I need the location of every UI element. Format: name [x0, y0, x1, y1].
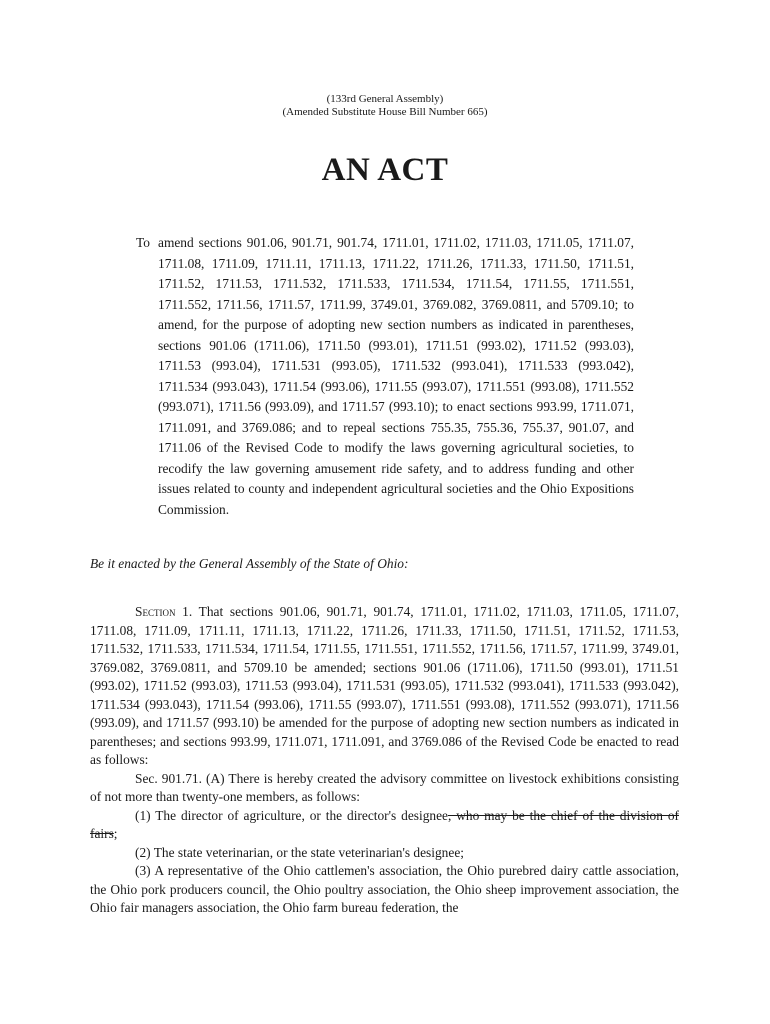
item-2-paragraph: (2) The state veterinarian, or the state veterinarian's designee;: [135, 844, 464, 860]
item-1-struck-text: , who may be the chief of the division of fairs: [90, 807, 679, 841]
item-1-paragraph: [90, 807, 679, 844]
item-1-text: (1) The director of agriculture, or the director's designee: [135, 807, 448, 823]
sec-901-71-paragraph: Sec. 901.71. (A) There is hereby created the advisory committee on livestock exhibitions consisting of not more than twenty-one members, as follows:: [90, 770, 679, 804]
section-body: [90, 603, 679, 918]
page-title: AN ACT: [321, 152, 449, 188]
item-1-end: ;: [113, 826, 118, 841]
act-title-paragraph: [136, 233, 634, 520]
assembly-line: (133rd General Assembly): [326, 93, 444, 105]
section-1-paragraph: [90, 603, 679, 770]
section-1-text: 1. That sections 901.06, 901.71, 901.74, 1711.01, 1711.02, 1711.03, 1711.05, 1711.07, 1711.08, 1711.09, 1711.11, 1711.13, 1711.22, 1711.26, 1711.33, 1711.50, 1711.51, 1711.52, 1711.53, 1711.532, 1711.533, 1711.534, 1711.54, 1711.55, 1711.551, 1711.552, 1711.56, 1711.57, 1711.99, 3749.01, 3769.082, 3769.0811, and 5709.10 be amended; sections 901.06 (1711.06), 1711.50 (993.01), 1711.51 (993.02), 1711.52 (993.03), 1711.53 (993.04), 1711.531 (993.05), 1711.532 (993.041), 1711.533 (993.042), 1711.534 (993.043), 1711.54 (993.06), 1711.55 (993.07), 1711.551 (993.08), 1711.552 (993.071), 1711.56 (993.09), and 1711.57 (993.10) be amended for the purpose of adopting new section numbers as indicated in parentheses; and sections 993.99, 1711.071, 1711.091, and 3769.086 of the Revised Code be enacted to read as follows:: [90, 604, 679, 767]
title-lead-word: To: [136, 235, 150, 250]
bill-header: [0, 93, 770, 119]
section-label: Section: [135, 604, 176, 619]
enacting-clause: Be it enacted by the General Assembly of the State of Ohio:: [90, 556, 409, 571]
bill-number-line: (Amended Substitute House Bill Number 665): [282, 106, 488, 118]
item-3-paragraph: (3) A representative of the Ohio cattlemen's association, the Ohio purebred dairy cattle association, the Ohio pork producers council, the Ohio poultry association, the Ohio sheep improvement association, the Ohio fair managers association, the Ohio farm bureau federation, the: [90, 863, 679, 915]
title-body-text: amend sections 901.06, 901.71, 901.74, 1711.01, 1711.02, 1711.03, 1711.05, 1711.07, 1711.08, 1711.09, 1711.11, 1711.13, 1711.22, 1711.26, 1711.33, 1711.50, 1711.51, 1711.52, 1711.53, 1711.532, 1711.533, 1711.534, 1711.54, 1711.55, 1711.551, 1711.552, 1711.56, 1711.57, 1711.99, 3749.01, 3769.082, 3769.0811, and 5709.10; to amend, for the purpose of adopting new section numbers as indicated in parentheses, sections 901.06 (1711.06), 1711.50 (993.01), 1711.51 (993.02), 1711.52 (993.03), 1711.53 (993.04), 1711.531 (993.05), 1711.532 (993.041), 1711.533 (993.042), 1711.534 (993.043), 1711.54 (993.06), 1711.55 (993.07), 1711.551 (993.08), 1711.552 (993.071), 1711.56 (993.09), and 1711.57 (993.10); to enact sections 993.99, 1711.071, 1711.091, and 3769.086; and to repeal sections 755.35, 755.36, 755.37, 901.07, and 1711.06 of the Revised Code to modify the laws governing agricultural societies, to recodify the law governing amusement ride safety, and to address funding and other issues related to county and independent agricultural societies and the Ohio Expositions Commission.: [158, 235, 634, 517]
